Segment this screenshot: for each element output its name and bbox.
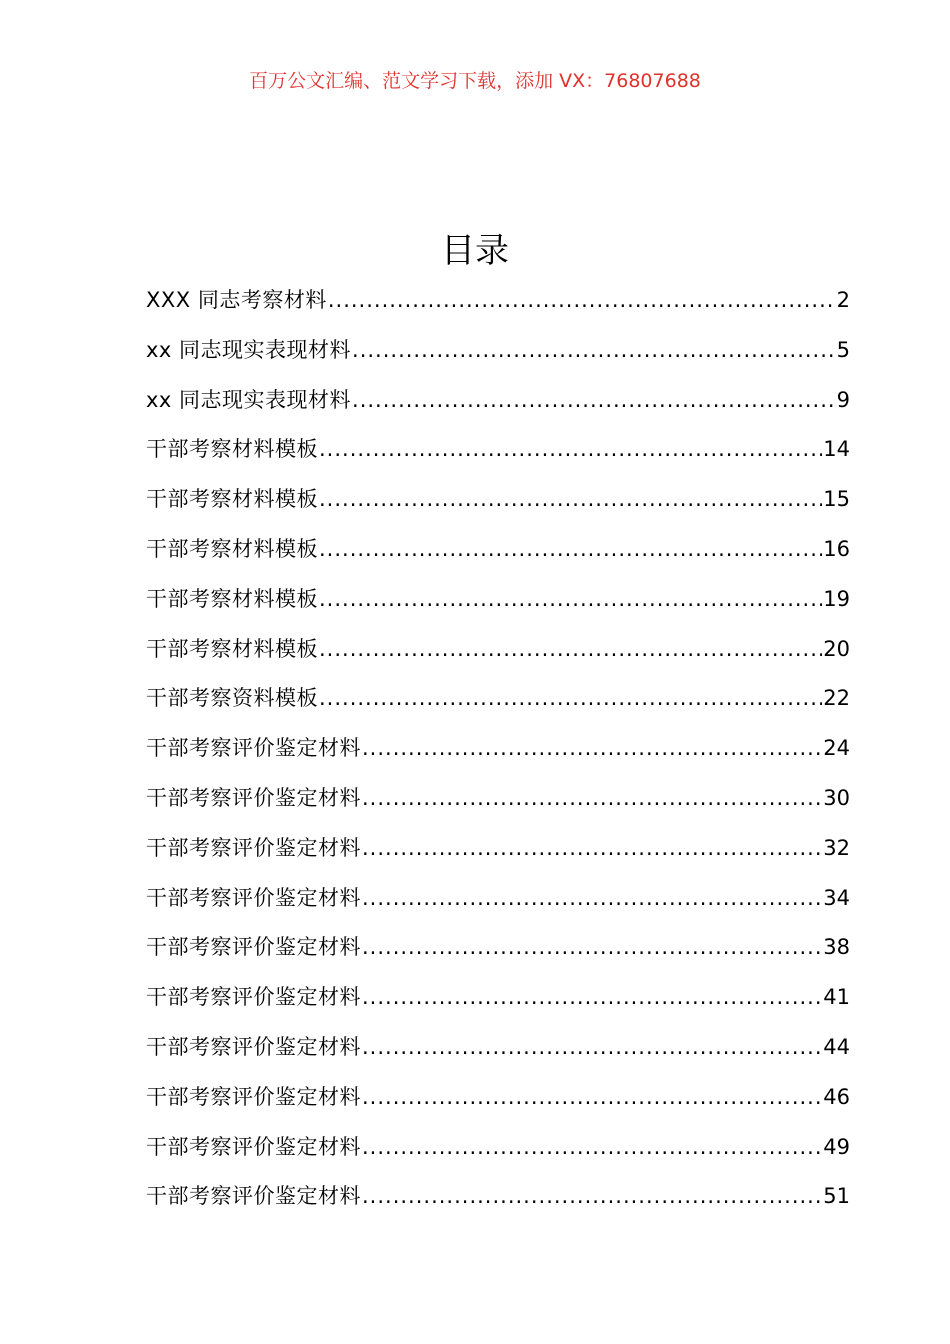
toc-leader-dots — [362, 1027, 822, 1067]
toc-entry[interactable] — [146, 1027, 850, 1077]
toc-page-number: 30 — [823, 785, 850, 810]
toc-entry-title: 干部考察材料模板 — [146, 437, 318, 462]
toc-entry-title: 干部考察材料模板 — [146, 586, 318, 611]
toc-page-number: 14 — [823, 437, 850, 462]
toc-page-number: 22 — [823, 686, 850, 711]
table-of-contents — [146, 280, 850, 1226]
toc-entry[interactable] — [146, 678, 850, 728]
toc-entry[interactable] — [146, 728, 850, 778]
toc-entry-title: XXX 同志考察材料 — [146, 288, 327, 312]
toc-page-number: 46 — [823, 1084, 850, 1109]
toc-leader-dots — [362, 1127, 822, 1167]
toc-entry[interactable] — [146, 1077, 850, 1127]
toc-page-number: 41 — [823, 985, 850, 1010]
toc-leader-dots — [319, 429, 822, 469]
toc-entry-title: 干部考察评价鉴定材料 — [146, 785, 361, 810]
toc-entry[interactable] — [146, 330, 850, 380]
toc-leader-dots — [362, 878, 822, 918]
toc-page-number: 34 — [823, 885, 850, 910]
toc-entry[interactable] — [146, 878, 850, 928]
toc-entry-title: xx 同志现实表现材料 — [146, 387, 352, 412]
toc-leader-dots — [362, 1077, 822, 1117]
header-note: 百万公文汇编、范文学习下载，添加 VX：76807688 — [249, 70, 701, 92]
toc-leader-dots — [352, 380, 836, 420]
toc-entry[interactable] — [146, 579, 850, 629]
toc-leader-dots — [362, 828, 822, 868]
toc-entry[interactable] — [146, 828, 850, 878]
toc-leader-dots — [362, 728, 822, 768]
toc-leader-dots — [319, 629, 822, 669]
toc-page-number: 51 — [823, 1184, 850, 1209]
toc-leader-dots — [362, 977, 822, 1017]
toc-page-number: 44 — [823, 1034, 850, 1059]
toc-page-number: 15 — [823, 487, 850, 512]
toc-entry-title: 干部考察资料模板 — [146, 686, 318, 711]
toc-entry-title: 干部考察评价鉴定材料 — [146, 1134, 361, 1159]
toc-page-number: 5 — [836, 337, 850, 362]
toc-leader-dots — [319, 479, 822, 519]
page-title: 目录 — [441, 231, 509, 271]
toc-entry[interactable] — [146, 429, 850, 479]
toc-page-number: 2 — [836, 288, 850, 312]
toc-leader-dots — [362, 1176, 822, 1216]
toc-page-number: 32 — [823, 835, 850, 860]
toc-entry-title: 干部考察评价鉴定材料 — [146, 736, 361, 761]
toc-page-number: 20 — [823, 636, 850, 661]
toc-leader-dots — [319, 579, 822, 619]
toc-page-number: 24 — [823, 736, 850, 761]
toc-page-number: 9 — [836, 387, 850, 412]
toc-entry-title: 干部考察材料模板 — [146, 636, 318, 661]
toc-entry[interactable] — [146, 778, 850, 828]
toc-page-number: 38 — [823, 935, 850, 960]
toc-page-number: 19 — [823, 586, 850, 611]
toc-leader-dots — [362, 778, 822, 818]
toc-entry-title: 干部考察评价鉴定材料 — [146, 1034, 361, 1059]
toc-entry[interactable] — [146, 479, 850, 529]
toc-page-number: 49 — [823, 1134, 850, 1159]
toc-entry-title: 干部考察评价鉴定材料 — [146, 1084, 361, 1109]
toc-leader-dots — [362, 927, 822, 967]
toc-entry[interactable] — [146, 1127, 850, 1177]
toc-leader-dots — [319, 678, 822, 718]
toc-entry-title: 干部考察评价鉴定材料 — [146, 935, 361, 960]
toc-entry-title: 干部考察评价鉴定材料 — [146, 885, 361, 910]
toc-entry-title: 干部考察评价鉴定材料 — [146, 1184, 361, 1209]
toc-entry[interactable] — [146, 380, 850, 430]
toc-entry[interactable] — [146, 1176, 850, 1226]
toc-entry[interactable] — [146, 529, 850, 579]
toc-leader-dots — [328, 280, 836, 320]
toc-leader-dots — [352, 330, 836, 370]
toc-entry[interactable] — [146, 280, 850, 330]
toc-entry-title: 干部考察评价鉴定材料 — [146, 835, 361, 860]
toc-page-number: 16 — [823, 536, 850, 561]
toc-entry-title: xx 同志现实表现材料 — [146, 337, 352, 362]
toc-entry[interactable] — [146, 927, 850, 977]
toc-entry[interactable] — [146, 977, 850, 1027]
toc-entry-title: 干部考察材料模板 — [146, 536, 318, 561]
toc-entry-title: 干部考察材料模板 — [146, 487, 318, 512]
toc-entry[interactable] — [146, 629, 850, 679]
toc-leader-dots — [319, 529, 822, 569]
toc-entry-title: 干部考察评价鉴定材料 — [146, 985, 361, 1010]
